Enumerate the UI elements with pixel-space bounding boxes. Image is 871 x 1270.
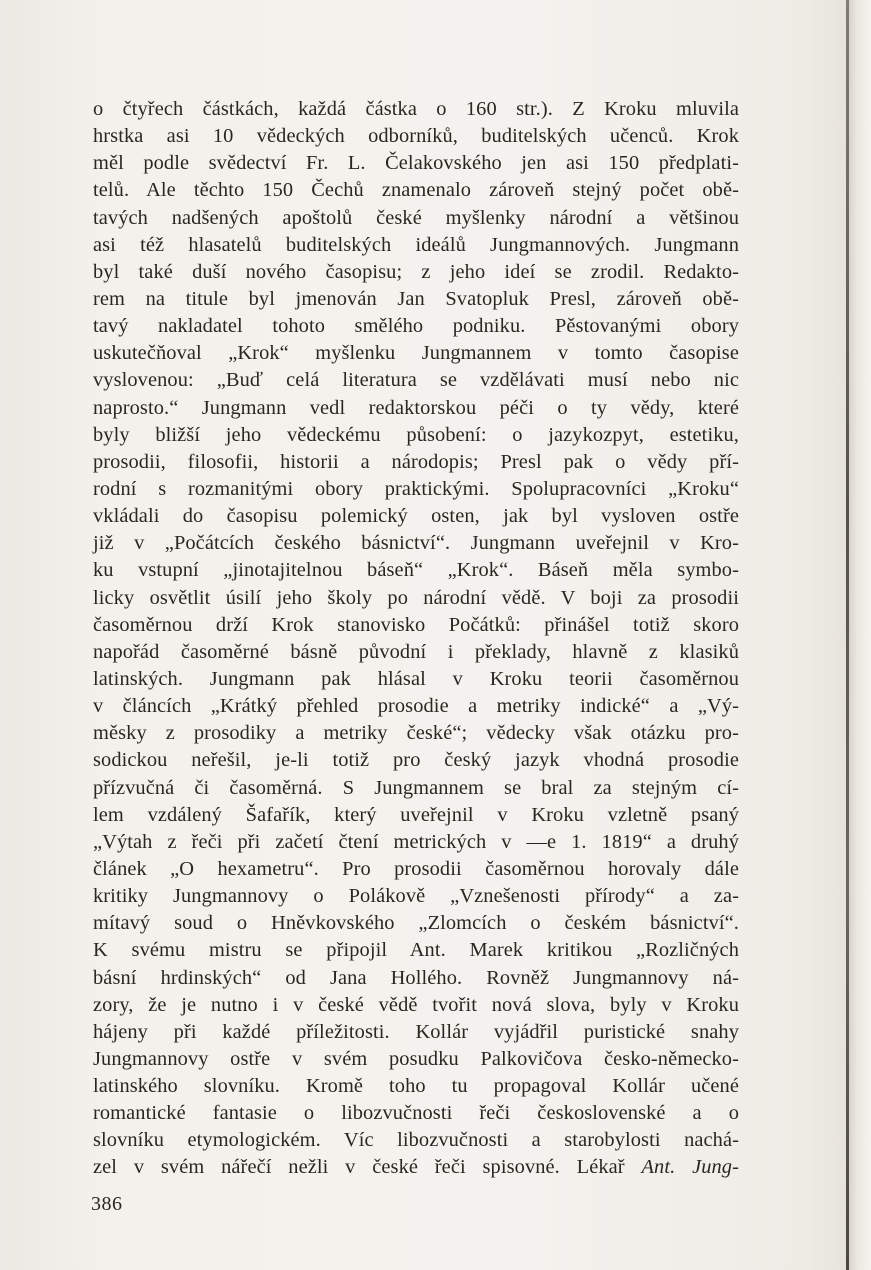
text-line: „Výtah z řeči při začetí čtení metrických v —e 1. 1819“ a druhý <box>93 830 739 853</box>
text-line-last-italic: Ant. Jung- <box>641 1156 739 1179</box>
text-line: latinského slovníku. Kromě toho tu propagoval Kollár učené <box>93 1075 739 1098</box>
text-line: byly bližší jeho vědeckému působení: o jazykozpyt, estetiku, <box>93 423 739 446</box>
body-text <box>93 96 739 1182</box>
text-line: latinských. Jungmann pak hlásal v Kroku teorii časoměrnou <box>93 667 739 690</box>
text-line: romantické fantasie o libozvučnosti řeči československé a o <box>93 1102 739 1125</box>
text-line: měsky z prosodiky a metriky české“; vědecky však otázku pro- <box>93 722 739 745</box>
text-line: o čtyřech částkách, každá částka o 160 str.). Z Kroku mluvila <box>93 98 739 120</box>
text-line: sodickou neřešil, je-li totiž pro český jazyk vhodná prosodie <box>93 749 739 772</box>
text-line: již v „Počátcích českého básnictví“. Jungmann uveřejnil v Kro- <box>93 532 739 555</box>
text-line: v článcích „Krátký přehled prosodie a metriky indické“ a „Vý- <box>93 695 739 718</box>
text-line: kritiky Jungmannovy o Polákově „Vznešenosti přírody“ a za- <box>93 885 739 908</box>
page-number: 386 <box>91 1193 123 1215</box>
text-line: telů. Ale těchto 150 Čechů znamenalo zároveň stejný počet obě- <box>93 179 739 202</box>
page-edge <box>846 0 849 1270</box>
text-line-last <box>93 1154 739 1181</box>
text-line: lem vzdálený Šafařík, který uveřejnil v Kroku vzletně psaný <box>93 803 739 826</box>
text-line: mítavý soud o Hněvkovského „Zlomcích o českém básnictví“. <box>93 912 739 935</box>
text-line: básní hrdinských“ od Jana Hollého. Rovněž Jungmannovy ná- <box>93 966 739 989</box>
text-line: Jungmannovy ostře v svém posudku Palkovičova česko-německo- <box>93 1047 739 1070</box>
text-line: licky osvětlit úsilí jeho školy po národní vědě. V boji za prosodii <box>93 586 739 609</box>
text-line: napořád časoměrné básně původní i překlady, hlavně z klasiků <box>93 640 739 663</box>
page-edge-shadow <box>849 0 871 1270</box>
text-line: naprosto.“ Jungmann vedl redaktorskou péči o ty vědy, které <box>93 396 739 419</box>
text-line: časoměrnou drží Krok stanovisko Počátků: přinášel totiž skoro <box>93 613 739 636</box>
text-line: hrstka asi 10 vědeckých odborníků, buditelských učenců. Krok <box>93 125 739 148</box>
text-line: asi též hlasatelů buditelských ideálů Jungmannových. Jungmann <box>93 233 739 256</box>
text-line: rem na titule byl jmenován Jan Svatopluk Presl, zároveň obě- <box>93 287 739 310</box>
text-line: vyslovenou: „Buď celá literatura se vzdělávati musí nebo nic <box>93 369 739 392</box>
text-line: K svému mistru se připojil Ant. Marek kritikou „Rozličných <box>93 939 739 962</box>
text-line: rodní s rozmanitými obory praktickými. Spolupracovníci „Kroku“ <box>93 477 739 500</box>
text-line: tavých nadšených apoštolů české myšlenky národní a většinou <box>93 206 739 229</box>
text-line: hájeny při každé příležitosti. Kollár vyjádřil puristické snahy <box>93 1020 739 1043</box>
text-line: slovníku etymologickém. Víc libozvučnosti a starobylosti nachá- <box>93 1129 739 1152</box>
text-line: byl také duší nového časopisu; z jeho ideí se zrodil. Redakto- <box>93 260 739 283</box>
text-line: měl podle svědectví Fr. L. Čelakovského jen asi 150 předplati- <box>93 152 739 175</box>
text-line: uskutečňoval „Krok“ myšlenku Jungmannem v tomto časopise <box>93 342 739 365</box>
text-line: ku vstupní „jinotajitelnou báseň“ „Krok“. Báseň měla symbo- <box>93 559 739 582</box>
text-line: článek „O hexametru“. Pro prosodii časoměrnou horovaly dále <box>93 857 739 880</box>
text-line-last-roman: zel v svém nářečí nežli v české řeči spisovné. Lékař <box>93 1156 625 1179</box>
text-line: tavý nakladatel tohoto smělého podniku. Pěstovanými obory <box>93 315 739 338</box>
text-line: prosodii, filosofii, historii a národopis; Presl pak o vědy pří- <box>93 450 739 473</box>
text-line: přízvučná či časoměrná. S Jungmannem se bral za stejným cí- <box>93 776 739 799</box>
text-line: vkládali do časopisu polemický osten, jak byl vysloven ostře <box>93 505 739 528</box>
text-line: zory, že je nutno i v české vědě tvořit nová slova, byly v Kroku <box>93 993 739 1016</box>
